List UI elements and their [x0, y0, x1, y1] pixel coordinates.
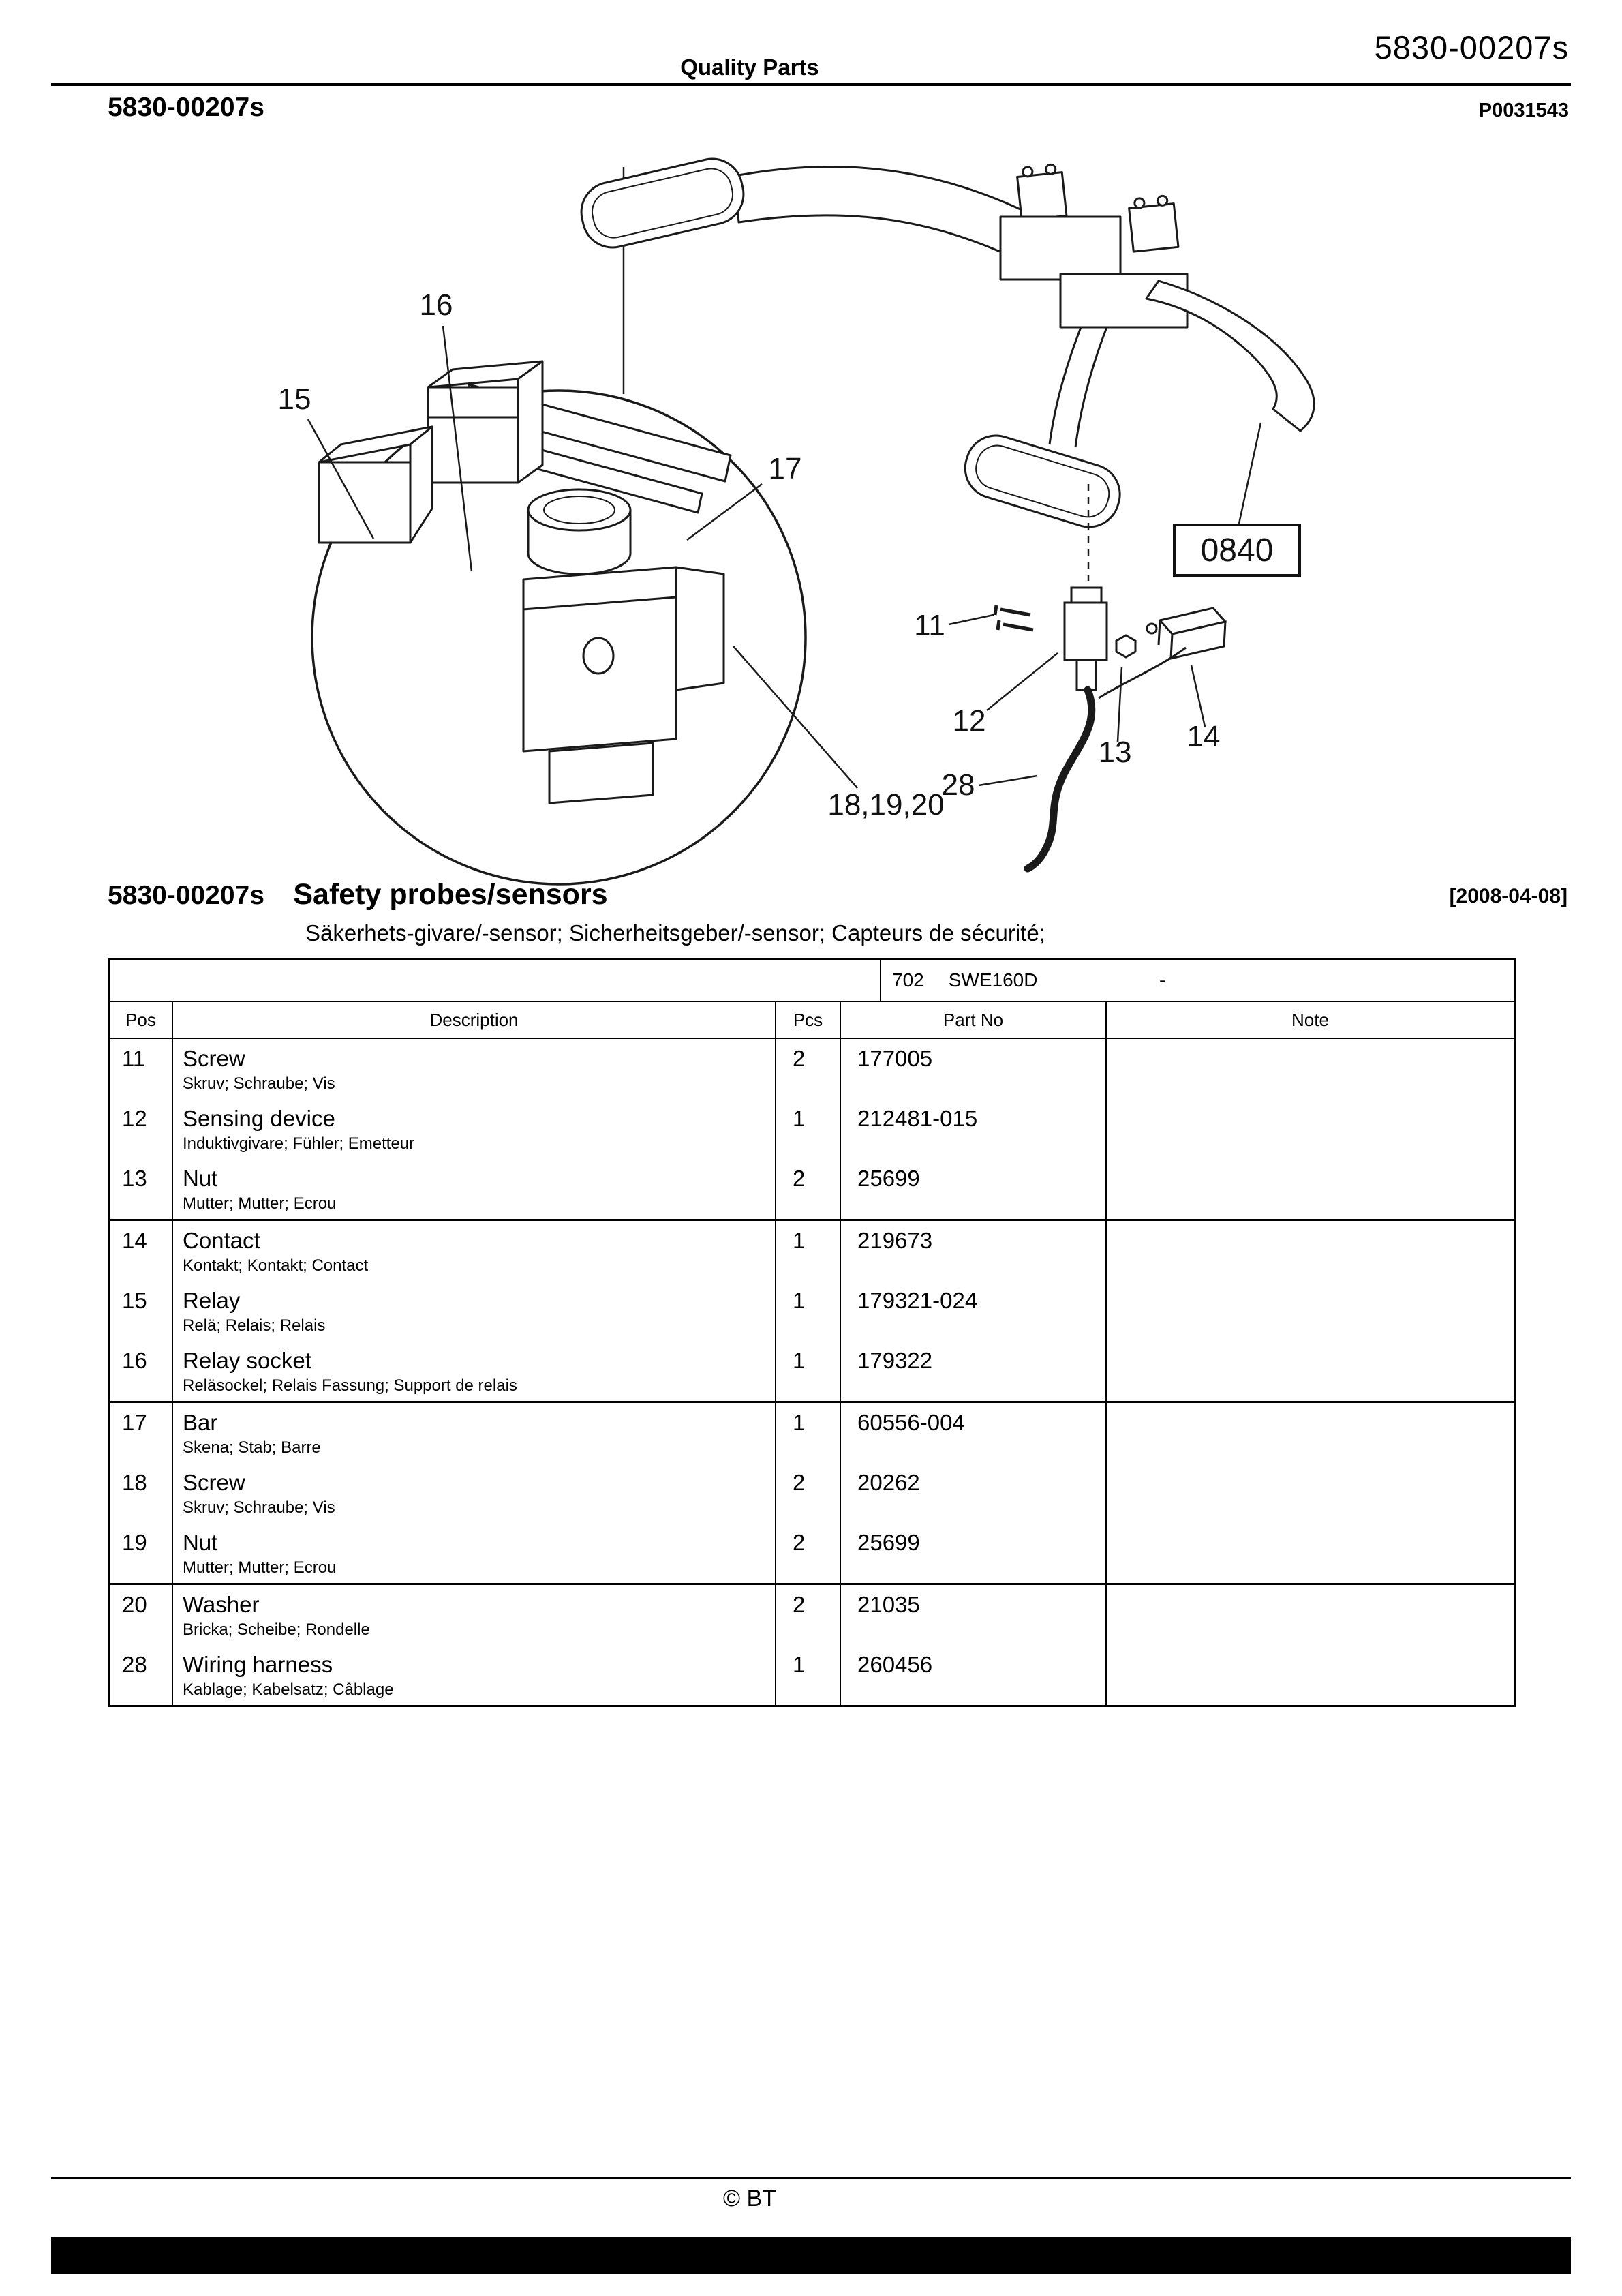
variant-band-empty [110, 960, 880, 1001]
header-quality-parts: Quality Parts [680, 55, 819, 80]
col-header-pcs: Pcs [776, 1002, 841, 1038]
description-translations: Reläsockel; Relais Fassung; Support de relais [183, 1376, 517, 1395]
pcs-cell: 2 [776, 1523, 841, 1583]
table-row [110, 1281, 1514, 1341]
part-no-cell: 219673 [841, 1221, 1107, 1281]
description-main: Screw [183, 1470, 245, 1495]
description-translations: Skena; Stab; Barre [183, 1438, 321, 1457]
table-row [110, 1219, 1514, 1281]
header-doc-number: 5830-00207s [1374, 29, 1569, 65]
description-cell [173, 1645, 776, 1705]
note-cell [1107, 1039, 1514, 1099]
col-header-description: Description [173, 1002, 776, 1038]
description-translations: Relä; Relais; Relais [183, 1316, 326, 1335]
nut-13 [1116, 624, 1157, 657]
pos-cell: 17 [110, 1403, 173, 1463]
table-body [110, 1039, 1514, 1705]
pcs-cell: 1 [776, 1645, 841, 1705]
description-cell [173, 1403, 776, 1463]
callout-16: 16 [419, 288, 453, 322]
col-header-note: Note [1291, 1009, 1329, 1030]
description-cell [173, 1099, 776, 1159]
description-main: Nut [183, 1530, 218, 1555]
table-row [110, 1645, 1514, 1705]
description-translations: Induktivgivare; Fühler; Emetteur [183, 1134, 415, 1153]
note-cell [1107, 1099, 1514, 1159]
description-cell [173, 1159, 776, 1219]
pos-cell: 18 [110, 1463, 173, 1523]
note-cell [1107, 1645, 1514, 1705]
section-subtitle: Säkerhets-givare/-sensor; Sicherheitsgeber/-sensor; Capteurs de sécurité; [305, 920, 1045, 946]
description-main: Screw [183, 1046, 245, 1071]
description-cell [173, 1281, 776, 1341]
table-row [110, 1583, 1514, 1645]
description-main: Relay [183, 1288, 241, 1313]
pos-cell: 11 [110, 1039, 173, 1099]
description-translations: Mutter; Mutter; Ecrou [183, 1558, 337, 1577]
description-main: Bar [183, 1410, 218, 1435]
part-no-cell: 25699 [841, 1523, 1107, 1583]
note-cell [1107, 1403, 1514, 1463]
part-no-cell: 212481-015 [841, 1099, 1107, 1159]
table-row [110, 1159, 1514, 1219]
description-main: Contact [183, 1228, 260, 1253]
sensing-device-12 [1065, 588, 1107, 690]
pcs-cell: 1 [776, 1341, 841, 1401]
description-cell [173, 1039, 776, 1099]
footer-bar [51, 2237, 1571, 2274]
description-main: Relay socket [183, 1348, 311, 1373]
section-date: [2008-04-08] [1449, 885, 1567, 907]
variant-band [110, 960, 1514, 1002]
part-no-cell: 177005 [841, 1039, 1107, 1099]
pcs-cell: 2 [776, 1039, 841, 1099]
machine-assembly [575, 153, 1314, 534]
description-translations: Skruv; Schraube; Vis [183, 1074, 335, 1093]
callout-28: 28 [941, 768, 975, 802]
pos-cell: 15 [110, 1281, 173, 1341]
part-no-cell: 25699 [841, 1159, 1107, 1219]
parts-table [108, 958, 1516, 1707]
contact-14 [1159, 608, 1225, 659]
part-no-cell: 21035 [841, 1585, 1107, 1645]
table-row [110, 1523, 1514, 1583]
description-translations: Kontakt; Kontakt; Contact [183, 1256, 369, 1275]
table-row [110, 1099, 1514, 1159]
callout-15: 15 [277, 382, 311, 416]
header-rule [51, 83, 1571, 86]
note-cell [1107, 1523, 1514, 1583]
table-row [110, 1039, 1514, 1099]
note-cell [1107, 1463, 1514, 1523]
callout-18-19-20: 18,19,20 [827, 788, 945, 821]
pos-cell: 16 [110, 1341, 173, 1401]
pos-cell: 20 [110, 1585, 173, 1645]
part-no-cell: 179321-024 [841, 1281, 1107, 1341]
description-main: Washer [183, 1592, 260, 1617]
footer-rule [51, 2177, 1571, 2179]
screws-11 [995, 605, 1033, 630]
detail-assembly [319, 361, 731, 803]
variant-model: SWE160D [948, 969, 1038, 991]
part-no-cell: 179322 [841, 1341, 1107, 1401]
section-title: Safety probes/sensors [293, 878, 608, 911]
description-translations: Skruv; Schraube; Vis [183, 1498, 335, 1517]
table-header-row [110, 1002, 1514, 1039]
pcs-cell: 2 [776, 1463, 841, 1523]
description-translations: Mutter; Mutter; Ecrou [183, 1194, 337, 1213]
pcs-cell: 2 [776, 1585, 841, 1645]
table-row [110, 1401, 1514, 1463]
pcs-cell: 2 [776, 1159, 841, 1219]
pcs-cell: 1 [776, 1281, 841, 1341]
note-cell [1107, 1221, 1514, 1281]
subheader-doc-number: 5830-00207s [108, 93, 264, 122]
leader-lines [308, 326, 1261, 788]
section-doc-number: 5830-00207s [108, 881, 264, 910]
pos-cell: 14 [110, 1221, 173, 1281]
exploded-diagram [0, 102, 1622, 886]
detail-code-box [1174, 525, 1300, 575]
pos-cell: 13 [110, 1159, 173, 1219]
table-row [110, 1341, 1514, 1401]
callout-14: 14 [1187, 720, 1221, 753]
variant-band-model [880, 960, 1514, 1001]
col-header-part-no: Part No [841, 1002, 1107, 1038]
note-cell [1107, 1159, 1514, 1219]
pcs-cell: 1 [776, 1221, 841, 1281]
description-cell [173, 1341, 776, 1401]
callout-11: 11 [914, 609, 945, 642]
description-main: Nut [183, 1166, 218, 1191]
description-main: Sensing device [183, 1106, 335, 1131]
pcs-cell: 1 [776, 1099, 841, 1159]
pos-cell: 19 [110, 1523, 173, 1583]
description-main: Wiring harness [183, 1652, 333, 1677]
detail-code-label: 0840 [1200, 532, 1274, 569]
description-cell [173, 1585, 776, 1645]
photo-code: P0031543 [1478, 100, 1569, 121]
part-no-cell: 20262 [841, 1463, 1107, 1523]
part-no-cell: 60556-004 [841, 1403, 1107, 1463]
description-cell [173, 1221, 776, 1281]
note-cell [1107, 1281, 1514, 1341]
description-translations: Kablage; Kabelsatz; Câblage [183, 1680, 394, 1699]
part-no-cell: 260456 [841, 1645, 1107, 1705]
variant-note: - [1159, 969, 1166, 991]
col-header-pos: Pos [110, 1002, 173, 1038]
footer-copyright: © BT [723, 2186, 776, 2211]
table-row [110, 1463, 1514, 1523]
callout-17: 17 [768, 452, 802, 485]
section-heading [108, 878, 1567, 911]
note-cell [1107, 1341, 1514, 1401]
note-cell [1107, 1585, 1514, 1645]
description-translations: Bricka; Scheibe; Rondelle [183, 1620, 370, 1639]
variant-code: 702 [892, 969, 924, 991]
pcs-cell: 1 [776, 1403, 841, 1463]
pos-cell: 12 [110, 1099, 173, 1159]
callout-12: 12 [952, 704, 986, 738]
pos-cell: 28 [110, 1645, 173, 1705]
description-cell [173, 1463, 776, 1523]
callout-13: 13 [1098, 736, 1132, 769]
description-cell [173, 1523, 776, 1583]
